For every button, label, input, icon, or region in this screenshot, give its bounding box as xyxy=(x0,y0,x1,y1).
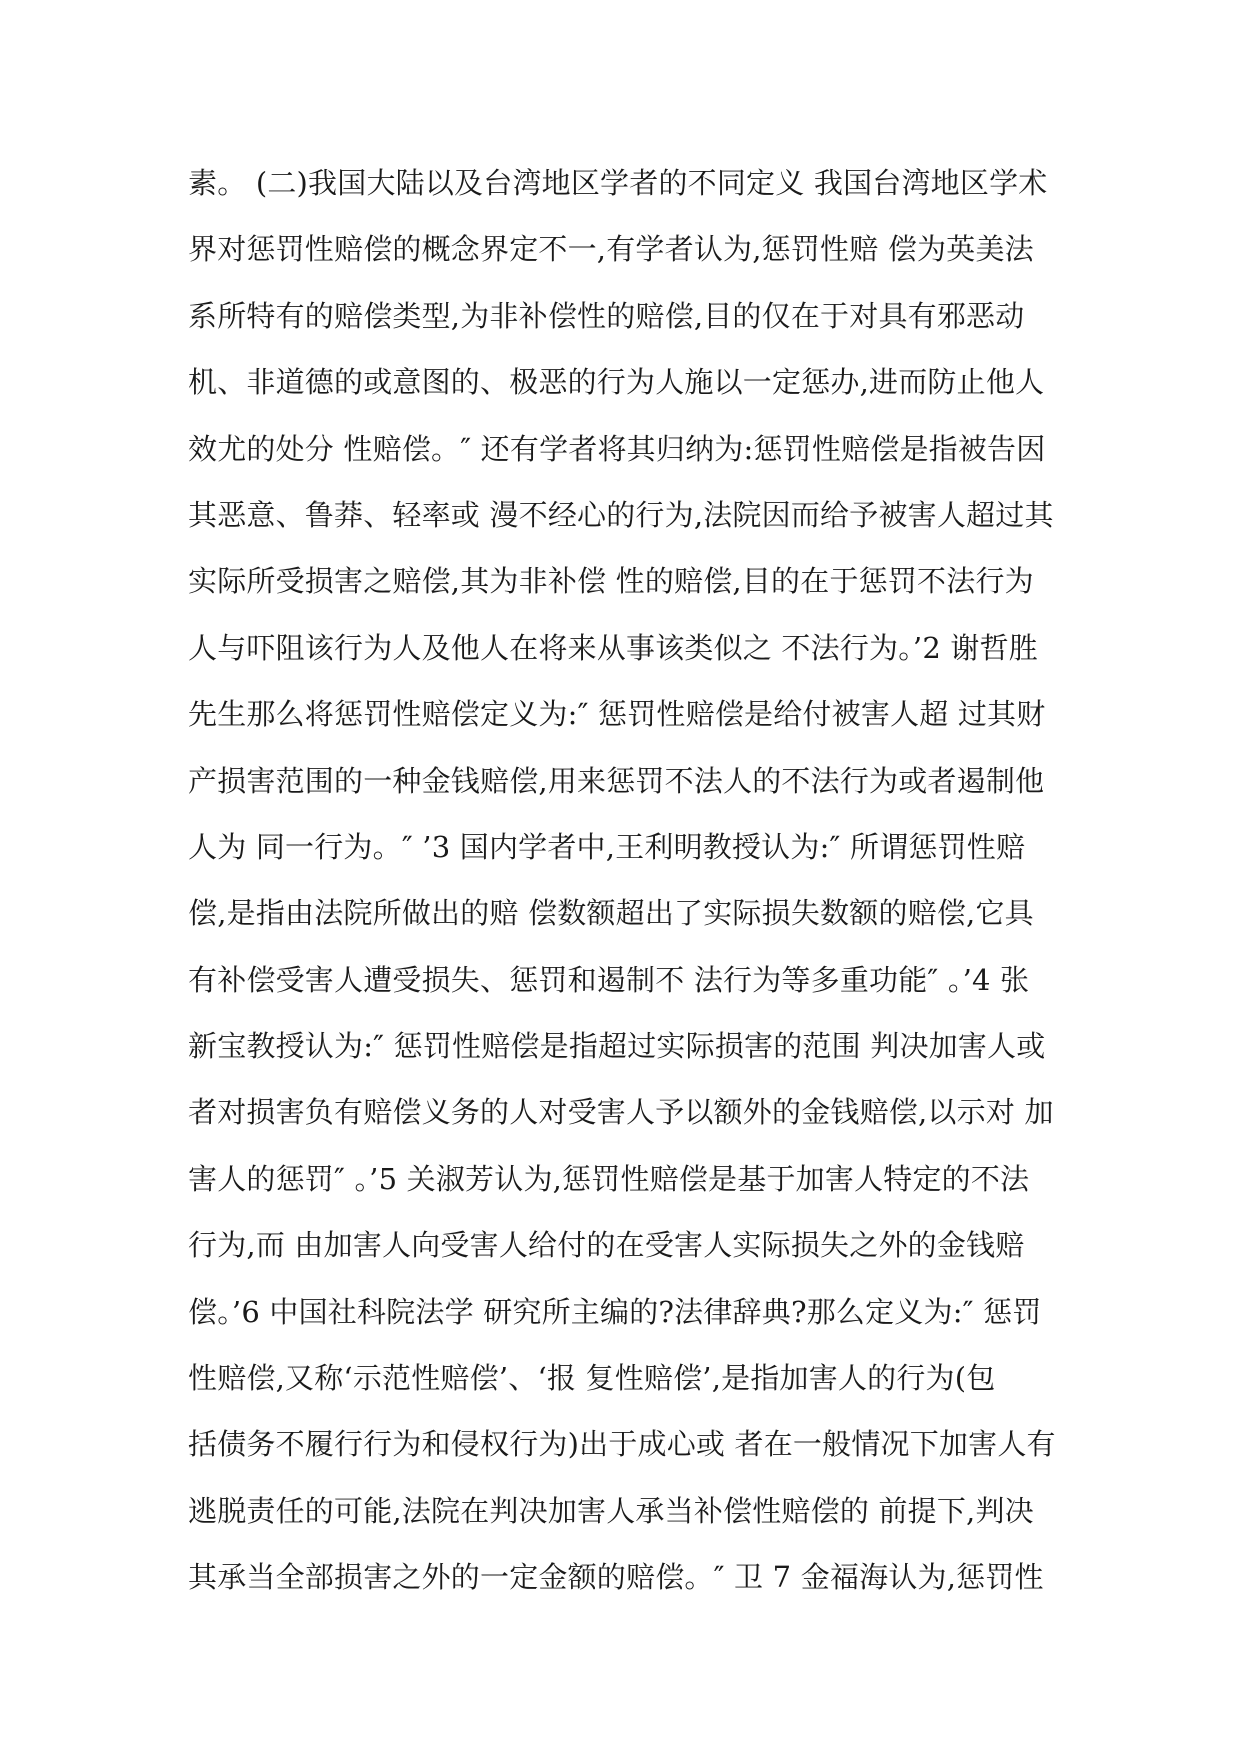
text-line: 机、非道德的或意图的、极恶的行为人施以一定惩办,进而防止他人 xyxy=(188,365,1045,400)
text-line: 性赔偿,又称‘示范性赔偿’、‘报 复性赔偿’,是指加害人的行为(包 xyxy=(188,1361,996,1396)
text-line: 先生那么将惩罚性赔偿定义为:″ 惩罚性赔偿是给付被害人超 过其财 xyxy=(188,697,1046,732)
body-paragraph xyxy=(188,150,1088,1611)
text-line: 产损害范围的一种金钱赔偿,用来惩罚不法人的不法行为或者遏制他 xyxy=(188,763,1045,798)
text-line: 人与吓阻该行为人及他人在将来从事该类似之 不法行为。’2 谢哲胜 xyxy=(188,630,1039,665)
text-line: 害人的惩罚″ 。’5 关淑芳认为,惩罚性赔偿是基于加害人特定的不法 xyxy=(188,1161,1030,1196)
text-line: 系所特有的赔偿类型,为非补偿性的赔偿,目的仅在于对具有邪恶动 xyxy=(188,298,1025,333)
text-line: 有补偿受害人遭受损失、惩罚和遏制不 法行为等多重功能″ 。’4 张 xyxy=(188,962,1030,997)
text-line: 其承当全部损害之外的一定金额的赔偿。″ 卫 7 金福海认为,惩罚性 xyxy=(188,1560,1044,1595)
text-line: 素。 (二)我国大陆以及台湾地区学者的不同定义 我国台湾地区学术 xyxy=(188,166,1048,200)
text-line: 其恶意、鲁莽、轻率或 漫不经心的行为,法院因而给予被害人超过其 xyxy=(188,497,1054,532)
text-line: 效尤的处分 性赔偿。″ 还有学者将其归纳为:惩罚性赔偿是指被告因 xyxy=(188,431,1046,466)
text-line: 界对惩罚性赔偿的概念界定不一,有学者认为,惩罚性赔 偿为英美法 xyxy=(188,232,1034,267)
text-line: 新宝教授认为:″ 惩罚性赔偿是指超过实际损害的范围 判决加害人或 xyxy=(188,1029,1046,1064)
text-line: 逃脱责任的可能,法院在判决加害人承当补偿性赔偿的 前提下,判决 xyxy=(188,1493,1034,1528)
text-line: 行为,而 由加害人向受害人给付的在受害人实际损失之外的金钱赔 xyxy=(188,1228,1025,1263)
text-line: 实际所受损害之赔偿,其为非补偿 性的赔偿,目的在于惩罚不法行为 xyxy=(188,564,1034,599)
text-line: 偿。’6 中国社科院法学 研究所主编的?法律辞典?那么定义为:″ 惩罚 xyxy=(188,1294,1042,1329)
text-line: 偿,是指由法院所做出的赔 偿数额超出了实际损失数额的赔偿,它具 xyxy=(188,896,1034,931)
text-line: 括债务不履行行为和侵权行为)出于成心或 者在一般情况下加害人有 xyxy=(188,1427,1056,1462)
text-line: 者对损害负有赔偿义务的人对受害人予以额外的金钱赔偿,以示对 加 xyxy=(188,1095,1054,1130)
text-line: 人为 同一行为。″ ’3 国内学者中,王利明教授认为:″ 所谓惩罚性赔 xyxy=(188,829,1026,864)
